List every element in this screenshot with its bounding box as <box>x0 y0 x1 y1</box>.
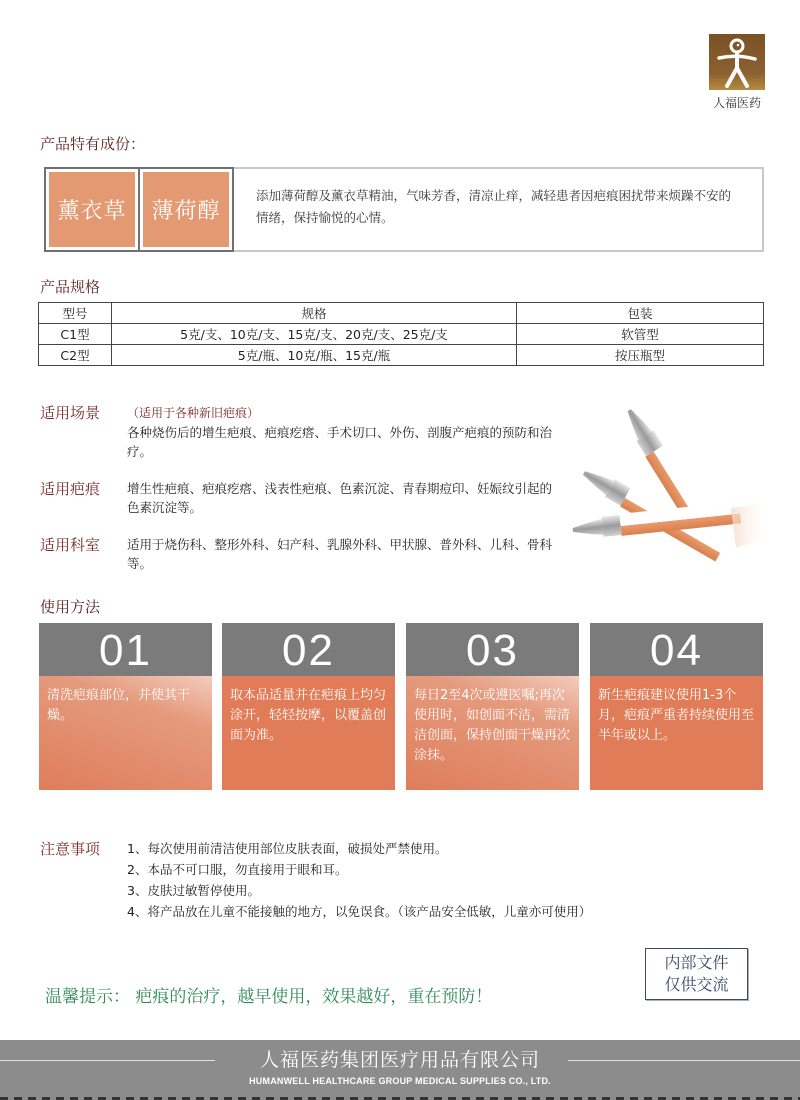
company-logo <box>707 34 767 110</box>
step-text: 清洗疤痕部位，并使其干燥。 <box>39 676 212 790</box>
step-text: 新生疤痕建议使用1-3个月，疤痕严重者持续使用至半年或以上。 <box>590 676 763 790</box>
stamp-line-1: 内部文件 <box>664 953 729 972</box>
scars-text: 增生性疤痕、疤痕疙瘩、浅表性疤痕、色素沉淀、青春期痘印、妊娠纹引起的色素沉淀等。 <box>127 481 553 515</box>
scenario-text: 各种烧伤后的增生疤痕、疤痕疙瘩、手术切口、外伤、剖腹产疤痕的预防和治疗。 <box>127 425 553 459</box>
scars-label: 适用疤痕 <box>40 480 101 498</box>
ingredient-tile-lavender: 薰衣草 <box>46 169 138 250</box>
ingredients-panel <box>44 167 764 252</box>
product-tubes-image <box>566 398 781 568</box>
ingredient-tiles <box>44 167 234 252</box>
notes-list <box>127 838 591 922</box>
list-item: 4、将产品放在儿童不能接触的地方，以免误食。（该产品安全低敏，儿童亦可使用） <box>127 904 592 919</box>
company-name-cn: 人福医药集团医疗用品有限公司 <box>259 1049 540 1071</box>
usage-step-2 <box>222 623 395 790</box>
usage-title: 使用方法 <box>40 598 101 616</box>
spec-table-header <box>39 303 764 324</box>
warm-tip: 温馨提示： 疤痕的治疗，越早使用，效果越好，重在预防！ <box>45 987 493 1007</box>
usage-step-3 <box>406 623 579 790</box>
step-number: 03 <box>406 623 579 676</box>
table-row <box>39 345 764 366</box>
stamp-line-2: 仅供交流 <box>664 975 729 994</box>
ingredients-description: 添加薄荷醇及薰衣草精油，气味芳香，清凉止痒，减轻患者因疤痕困扰带来烦躁不安的情绪，保持愉悦的心情。 <box>256 188 732 225</box>
scenario-sub: （适用于各种新旧疤痕） <box>127 406 260 420</box>
cell-spec: 5克/瓶、10克/瓶、15克/瓶 <box>112 345 517 366</box>
step-number: 01 <box>39 623 212 676</box>
ingredient-tile-menthol: 薄荷醇 <box>140 169 232 250</box>
step-text: 每日2至4次或遵医嘱;再次使用时，如创面不洁，需清洁创面，保持创面干燥再次涂抹。 <box>406 676 579 790</box>
company-name-en: HUMANWELL HEALTHCARE GROUP MEDICAL SUPPLIES CO., LTD. <box>249 1076 551 1086</box>
usage-step-4 <box>590 623 763 790</box>
spec-table <box>38 302 764 366</box>
header-spec: 规格 <box>112 303 517 324</box>
scenario-label: 适用场景 <box>40 404 101 422</box>
brand-name: 人福医药 <box>712 96 761 110</box>
list-item: 3、皮肤过敏暂停使用。 <box>127 883 260 898</box>
list-item: 2、本品不可口服，勿直接用于眼和耳。 <box>127 862 348 877</box>
table-row <box>39 324 764 345</box>
departments-label: 适用科室 <box>40 536 101 554</box>
header-model: 型号 <box>39 303 112 324</box>
header-package: 包装 <box>517 303 764 324</box>
step-text: 取本品适量并在疤痕上均匀涂开，轻轻按摩，以覆盖创面为准。 <box>222 676 395 790</box>
specs-title: 产品规格 <box>40 278 101 296</box>
step-number: 04 <box>590 623 763 676</box>
usage-step-1 <box>39 623 212 790</box>
ingredients-title: 产品特有成份： <box>40 135 146 153</box>
cell-model: C2型 <box>39 345 112 366</box>
cell-model: C1型 <box>39 324 112 345</box>
internal-document-stamp <box>645 948 748 1000</box>
humanwell-figure-icon <box>709 34 765 90</box>
list-item: 1、每次使用前清洁使用部位皮肤表面，破损处严禁使用。 <box>127 841 448 856</box>
cell-package: 软管型 <box>517 324 764 345</box>
departments-text: 适用于烧伤科、整形外科、妇产科、乳腺外科、甲状腺、普外科、儿科、骨科等。 <box>127 537 553 571</box>
step-number: 02 <box>222 623 395 676</box>
cell-spec: 5克/支、10克/支、15克/支、20克/支、25克/支 <box>112 324 517 345</box>
footer-banner <box>0 1040 800 1100</box>
cell-package: 按压瓶型 <box>517 345 764 366</box>
notes-label: 注意事项 <box>40 840 101 858</box>
